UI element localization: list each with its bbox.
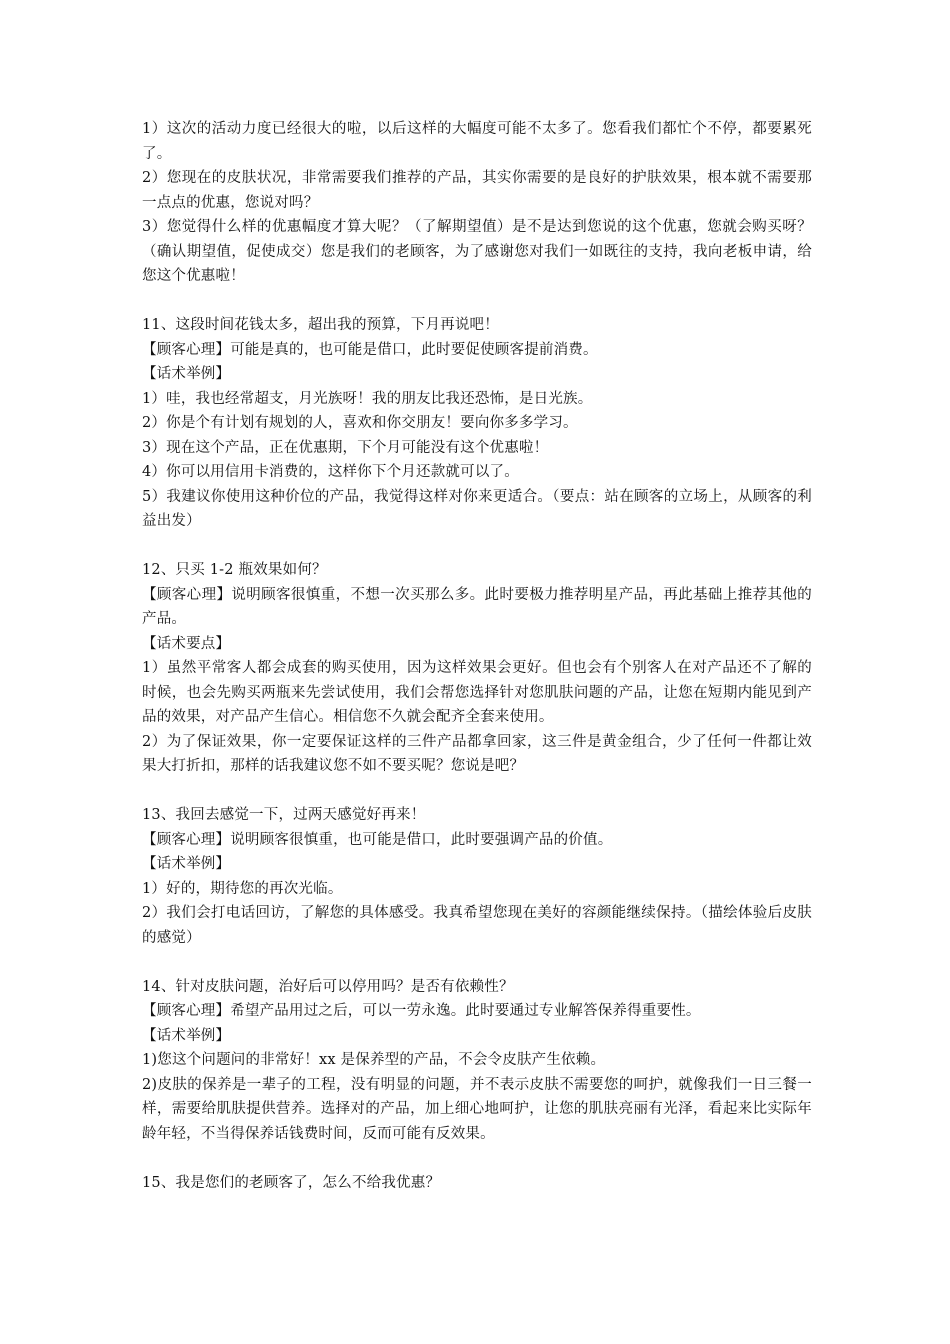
section-heading: 12、只买 1-2 瓶效果如何？ [142,562,327,578]
paragraph: 2）为了保证效果，你一定要保证这样的三件产品都拿回家，这三件是黄金组合，少了任何一件都让效果大打折扣，那样的话我建议您不如不要买呢？您说是吧？ [142,733,812,774]
paragraph: 5）我建议你使用这种价位的产品，我觉得这样对你来更适合。（要点：站在顾客的立场上，从顾客的利益出发） [142,488,812,529]
customer-psychology: 【顾客心理】说明顾客很慎重，也可能是借口，此时要强调产品的价值。 [142,831,613,848]
section-heading: 13、我回去感觉一下，过两天感觉好再来！ [142,807,426,823]
paragraph: 3）现在这个产品，正在优惠期，下个月可能没有这个优惠啦！ [142,439,549,456]
paragraph: 2)皮肤的保养是一辈子的工程，没有明显的问题，并不表示皮肤不需要您的呵护，就像我们一日三餐一样，需要给肌肤提供营养。选择对的产品，加上细心地呵护，让您的肌肤亮丽有光泽，看起来比实际年龄年轻，不当得保养话钱费时间，反而可能有反效果。 [142,1076,812,1142]
paragraph-gap [142,779,812,804]
customer-psychology: 【顾客心理】可能是真的，也可能是借口，此时要促使顾客提前消费。 [142,341,598,358]
script-label: 【话术举例】 [142,1027,231,1044]
section-13 [142,803,812,950]
script-label: 【话术要点】 [142,635,231,652]
section-heading: 11、这段时间花钱太多，超出我的预算，下月再说吧！ [142,317,499,333]
paragraph: 3）您觉得什么样的优惠幅度才算大呢？（了解期望值）是不是达到您说的这个优惠，您就会购买呀？（确认期望值，促使成交）您是我们的老顾客，为了感谢您对我们一如既往的支持，我向老板申请，给您这个优惠啦！ [142,219,812,284]
script-label: 【话术举例】 [142,366,231,382]
customer-psychology: 【顾客心理】说明顾客很慎重，不想一次买那么多。此时要极力推荐明星产品，再此基础上推荐其他的产品。 [142,586,812,627]
section-12 [142,558,812,779]
paragraph: 2）我们会打电话回访，了解您的具体感受。我真希望您现在美好的容颜能继续保持。（描绘体验后皮肤的感觉） [142,905,812,946]
paragraph: 1)您这个问题问的非常好！xx 是保养型的产品，不会令皮肤产生依赖。 [142,1052,606,1068]
document-body [142,117,812,1195]
paragraph: 1）虽然平常客人都会成套的购买使用，因为这样效果会更好。但也会有个别客人在对产品还不了解的时候，也会先购买两瓶来先尝试使用，我们会帮您选择针对您肌肤问题的产品，让您在短期内能见到产品的效果，对产品产生信心。相信您不久就会配齐全套来使用。 [142,660,812,725]
paragraph: 1）这次的活动力度已经很大的啦，以后这样的大幅度可能不太多了。您看我们都忙个不停，都要累死了。 [142,121,812,162]
paragraph-gap [142,534,812,559]
paragraph: 1）好的，期待您的再次光临。 [142,880,343,897]
section-heading: 15、我是您们的老顾客了，怎么不给我优惠？ [142,1174,441,1191]
customer-psychology: 【顾客心理】希望产品用过之后，可以一劳永逸。此时要通过专业解答保养得重要性。 [142,1003,701,1019]
paragraph: 2）您现在的皮肤状况，非常需要我们推荐的产品，其实你需要的是良好的护肤效果，根本就不需要那一点点的优惠，您说对吗？ [142,170,812,211]
paragraph: 2）你是个有计划有规划的人，喜欢和你交朋友！要向你多多学习。 [142,415,578,431]
paragraph-gap [142,950,812,975]
paragraph: 1）哇，我也经常超支，月光族呀！我的朋友比我还恐怖，是日光族。 [142,390,593,407]
section-heading: 14、针对皮肤问题，治好后可以停用吗？是否有依赖性？ [142,978,514,995]
section-11 [142,313,812,534]
script-label: 【话术举例】 [142,856,231,872]
paragraph: 4）你可以用信用卡消费的，这样你下个月还款就可以了。 [142,464,519,480]
paragraph-gap [142,289,812,314]
section-15 [142,1171,812,1196]
section-14 [142,975,812,1147]
paragraph-gap [142,1146,812,1171]
section-discount-response [142,117,812,289]
